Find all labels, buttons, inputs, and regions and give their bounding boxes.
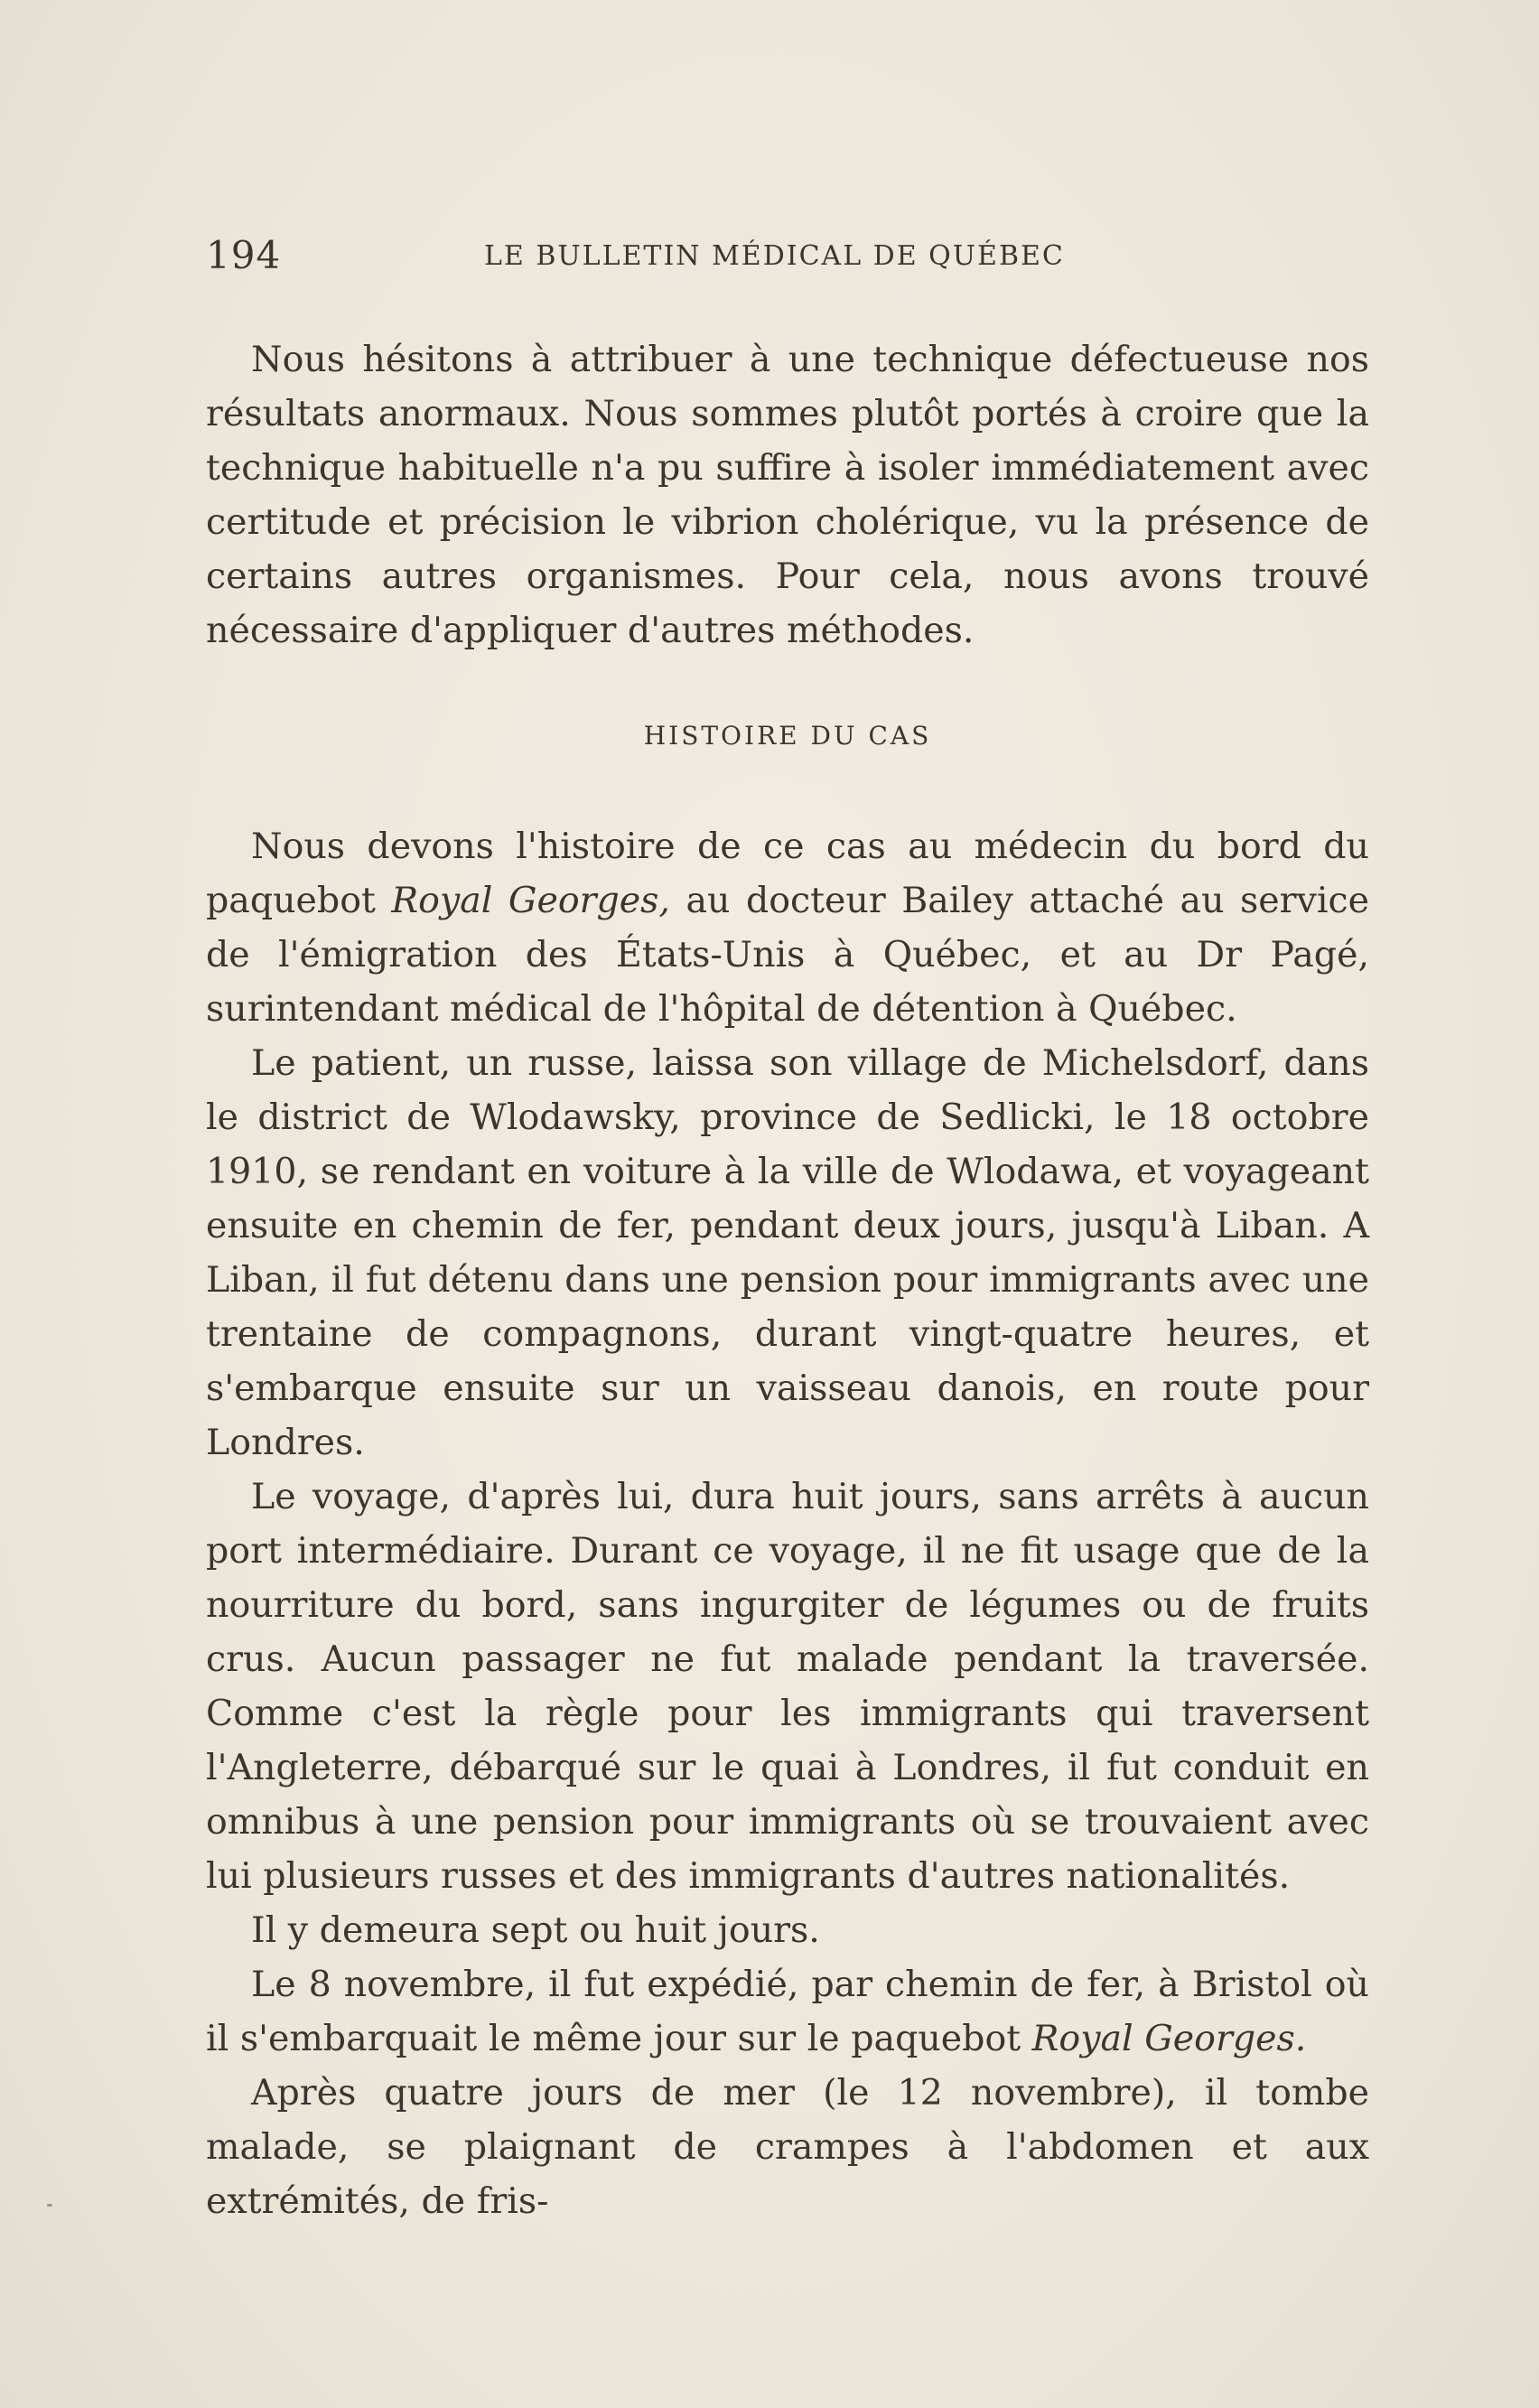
history-p5-text: Le 8 novembre, il fut expédié, par chemin de fer, à Bristol où il s'embarquait le même jour sur le paquebot	[206, 1964, 1369, 2059]
history-paragraph-2: Le patient, un russe, laissa son village de Michelsdorf, dans le district de Wlodawsky, province de Sedlicki, le 18 octobre 1910, se rendant en voiture à la ville de Wlodawa, et voyageant ensuite en chemin de fer, pendant deux jours, jusqu'à Liban. A Liban, il fut détenu dans une pension pour immigrants avec une trentaine de compagnons, durant vingt-quatre heures, et s'embarque ensuite sur un vaisseau danois, en route pour Londres.	[206, 1042, 1369, 1463]
intro-paragraph: Nous hésitons à attribuer à une technique défectueuse nos résultats anormaux. Nous sommes plutôt portés à croire que la technique habituelle n'a pu suffire à isoler immédiatement avec certitude et précision le vibrion cholérique, vu la présence de certains autres organismes. Pour cela, nous avons trouvé nécessaire d'appliquer d'autres méthodes.	[206, 339, 1369, 651]
paper-speck	[47, 2204, 52, 2207]
ship-name: Royal Georges.	[1031, 2018, 1307, 2059]
history-paragraph-3: Le voyage, d'après lui, dura huit jours, sans arrêts à aucun port intermédiaire. Durant ce voyage, il ne fit usage que de la nourriture du bord, sans ingurgiter de légumes ou de fruits crus. Aucun passager ne fut malade pendant la traversée. Comme c'est la règle pour les immigrants qui traversent l'Angleterre, débarqué sur le quai à Londres, il fut conduit en omnibus à une pension pour immigrants où se trouvaient avec lui plusieurs russes et des immigrants d'autres nationalités.	[206, 1476, 1369, 1897]
history-paragraph-5	[206, 1957, 1369, 2066]
history-p1-text-b: au docteur Bailey attaché au service de l'émigration des États-Unis à Québec, et au Dr Pagé, surintendant médical de l'hôpital de détention à Québec.	[206, 880, 1369, 1030]
history-p1-text-a: Nous devons l'histoire de ce cas au médecin du bord du paquebot	[206, 826, 1369, 921]
intro-text	[206, 332, 1369, 658]
history-paragraph-4: Il y demeura sept ou huit jours.	[251, 1909, 820, 1951]
journal-title: LE BULLETIN MÉDICAL DE QUÉBEC	[484, 240, 1065, 272]
history-paragraph-1	[206, 819, 1369, 1036]
running-head	[206, 233, 1369, 278]
page-number: 194	[206, 233, 282, 277]
case-history-text	[206, 819, 1369, 2228]
history-paragraph-6: Après quatre jours de mer (le 12 novembre), il tombe malade, se plaignant de crampes à l'abdomen et aux extrémités, de fris-	[206, 2072, 1369, 2222]
section-heading: HISTOIRE DU CAS	[643, 721, 932, 751]
ship-name: Royal Georges,	[391, 880, 670, 921]
